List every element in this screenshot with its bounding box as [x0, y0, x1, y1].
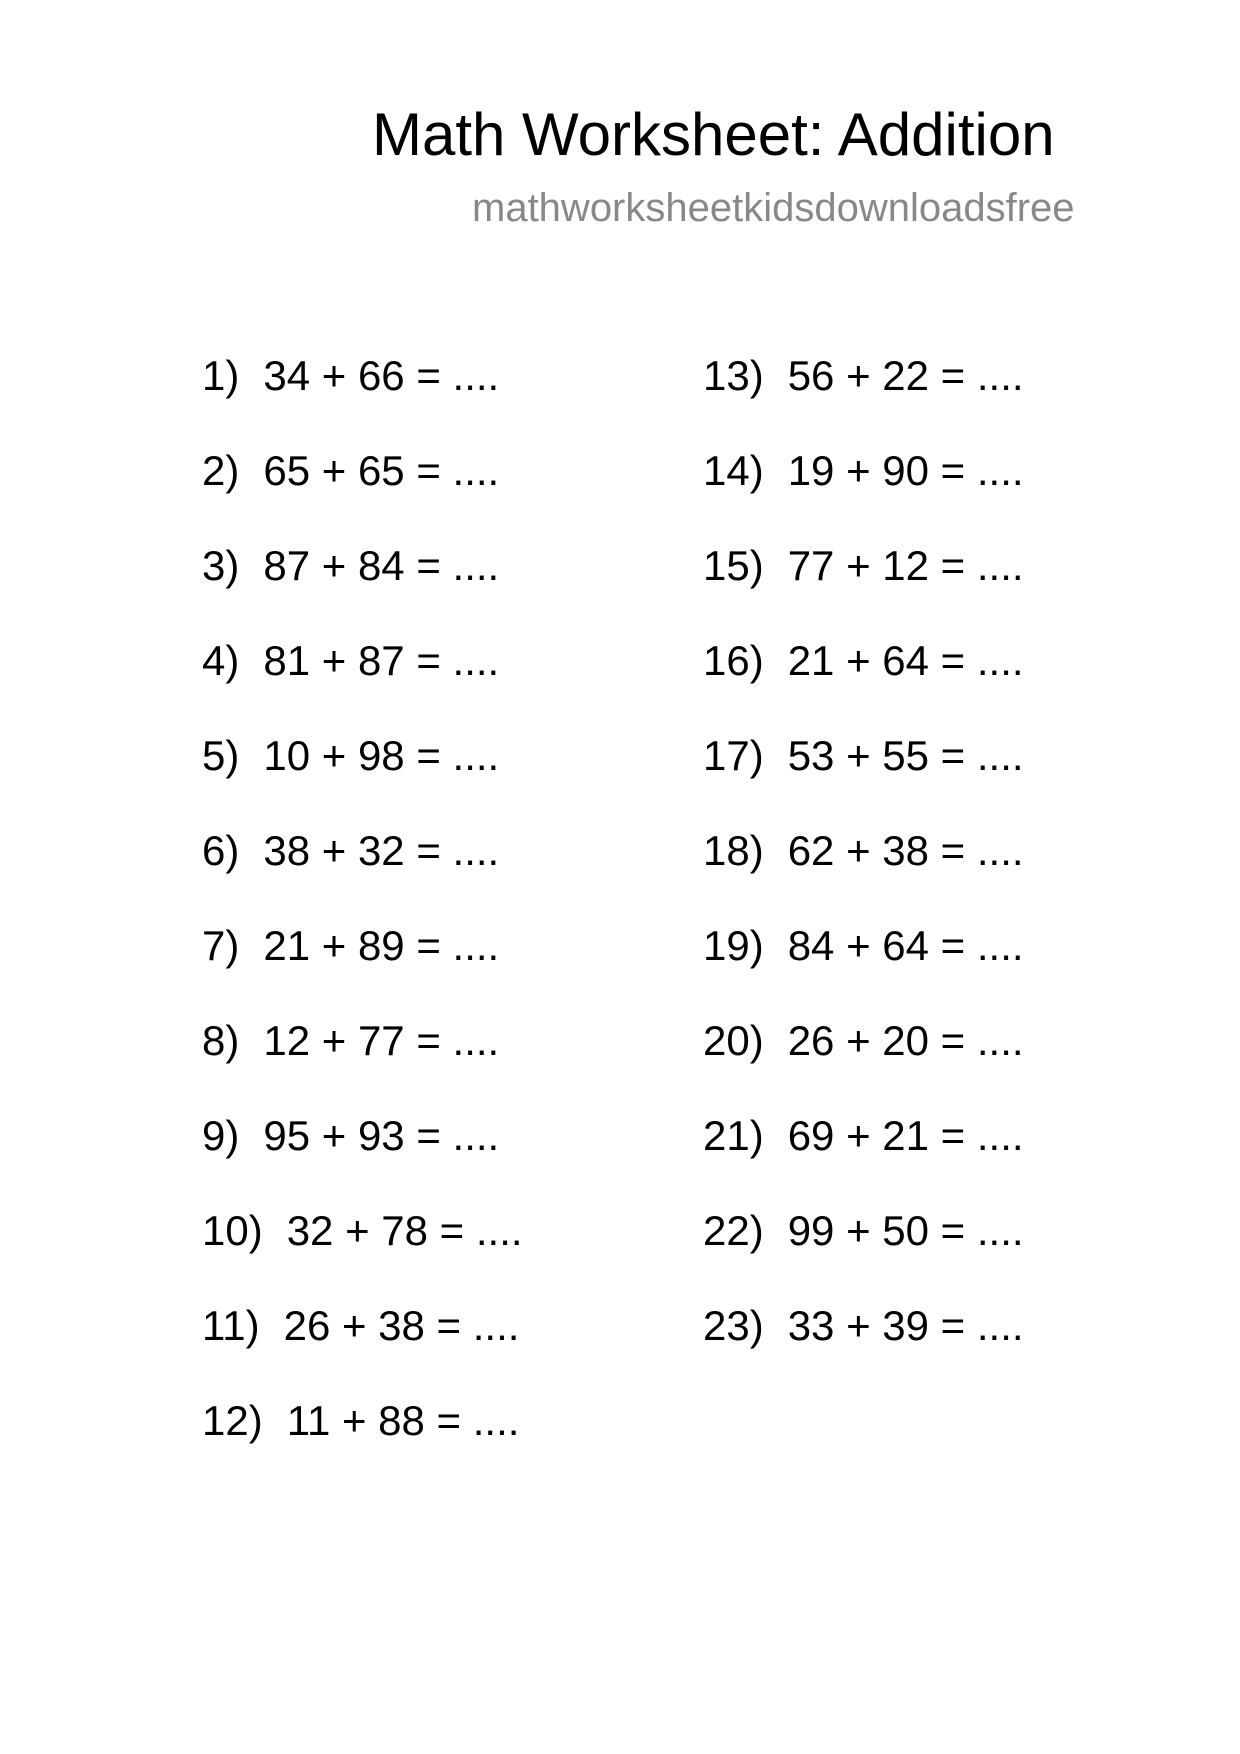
problem-number: 8) — [202, 1017, 240, 1064]
problem-number: 2) — [202, 447, 240, 494]
problem-item — [703, 350, 1024, 445]
problem-expression: 10 + 98 = .... — [263, 732, 500, 779]
problem-expression: 95 + 93 = .... — [263, 1112, 500, 1159]
problem-item — [703, 1015, 1024, 1110]
problem-item — [202, 350, 523, 445]
problem-item — [202, 1110, 523, 1205]
problem-item — [202, 635, 523, 730]
problem-expression: 21 + 64 = .... — [787, 637, 1024, 684]
problem-column-right — [703, 350, 1024, 1395]
problem-number: 19) — [703, 922, 764, 969]
problem-expression: 87 + 84 = .... — [263, 542, 500, 589]
problem-expression: 34 + 66 = .... — [263, 352, 500, 399]
problem-expression: 32 + 78 = .... — [286, 1207, 523, 1254]
problem-expression: 53 + 55 = .... — [787, 732, 1024, 779]
problem-item — [202, 540, 523, 635]
problem-number: 4) — [202, 637, 240, 684]
problem-number: 11) — [202, 1302, 260, 1349]
problem-number: 1) — [202, 352, 240, 399]
problem-item — [703, 1300, 1024, 1395]
page-title: Math Worksheet: Addition — [372, 101, 1055, 168]
problem-item — [202, 1015, 523, 1110]
problem-number: 20) — [703, 1017, 764, 1064]
problem-expression: 65 + 65 = .... — [263, 447, 500, 494]
problem-number: 7) — [202, 922, 240, 969]
problem-item — [202, 825, 523, 920]
problem-item — [703, 1205, 1024, 1300]
problem-item — [202, 1300, 523, 1395]
problem-item — [202, 730, 523, 825]
problem-expression: 99 + 50 = .... — [787, 1207, 1024, 1254]
problem-number: 22) — [703, 1207, 764, 1254]
problem-expression: 11 + 88 = .... — [286, 1397, 520, 1444]
problem-number: 15) — [703, 542, 764, 589]
problem-expression: 21 + 89 = .... — [263, 922, 500, 969]
problem-expression: 26 + 20 = .... — [787, 1017, 1024, 1064]
problem-item — [703, 445, 1024, 540]
problem-number: 23) — [703, 1302, 764, 1349]
problem-expression: 81 + 87 = .... — [263, 637, 500, 684]
problem-number: 6) — [202, 827, 240, 874]
problem-number: 5) — [202, 732, 240, 779]
problem-expression: 56 + 22 = .... — [787, 352, 1024, 399]
problem-item — [703, 730, 1024, 825]
problem-number: 21) — [703, 1112, 764, 1159]
problem-number: 14) — [703, 447, 764, 494]
problem-number: 17) — [703, 732, 764, 779]
problem-number: 9) — [202, 1112, 240, 1159]
problem-item — [703, 825, 1024, 920]
site-watermark: mathworksheetkidsdownloadsfree — [472, 186, 1075, 230]
problem-item — [202, 1205, 523, 1300]
problem-item — [202, 1395, 523, 1490]
problem-number: 18) — [703, 827, 764, 874]
problem-expression: 26 + 38 = .... — [283, 1302, 520, 1349]
problem-expression: 12 + 77 = .... — [263, 1017, 500, 1064]
problem-expression: 77 + 12 = .... — [787, 542, 1024, 589]
problem-column-left — [202, 350, 523, 1490]
problem-expression: 33 + 39 = .... — [787, 1302, 1024, 1349]
problem-item — [703, 920, 1024, 1015]
problem-item — [202, 445, 523, 540]
problem-item — [703, 540, 1024, 635]
problem-number: 3) — [202, 542, 240, 589]
problem-expression: 62 + 38 = .... — [787, 827, 1024, 874]
problem-expression: 38 + 32 = .... — [263, 827, 500, 874]
problem-expression: 19 + 90 = .... — [787, 447, 1024, 494]
problem-item — [703, 1110, 1024, 1205]
problem-item — [202, 920, 523, 1015]
problem-item — [703, 635, 1024, 730]
problem-number: 13) — [703, 352, 764, 399]
problem-number: 10) — [202, 1207, 263, 1254]
problem-number: 12) — [202, 1397, 263, 1444]
problem-expression: 84 + 64 = .... — [787, 922, 1024, 969]
problem-expression: 69 + 21 = .... — [787, 1112, 1024, 1159]
problem-number: 16) — [703, 637, 764, 684]
